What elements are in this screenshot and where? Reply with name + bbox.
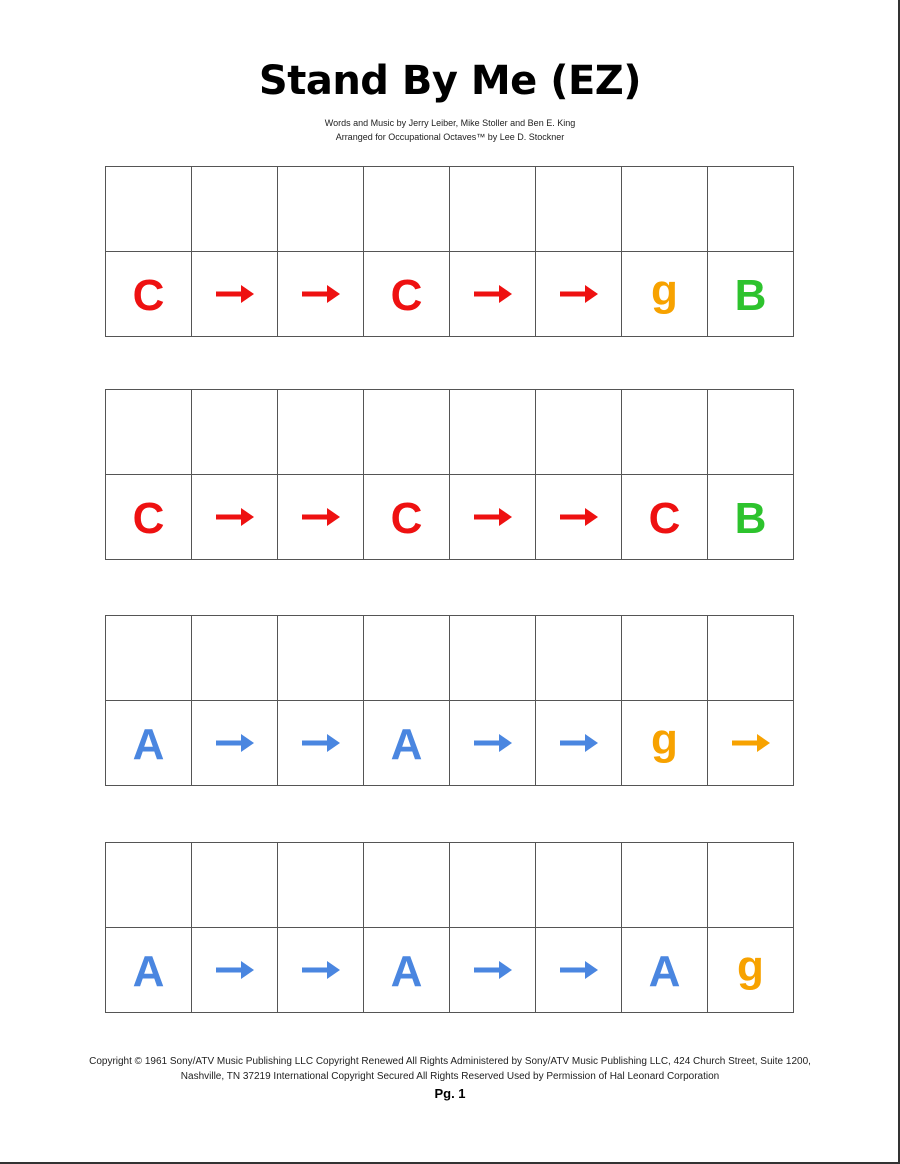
- empty-cell: [278, 390, 364, 475]
- empty-cell: [364, 843, 450, 928]
- empty-cell: [278, 616, 364, 701]
- note-letter: A: [132, 947, 165, 996]
- note-letter: C: [390, 494, 423, 543]
- right-arrow-icon: [301, 959, 341, 981]
- empty-cell: [106, 843, 192, 928]
- note-letter: C: [648, 494, 681, 543]
- empty-cell: [708, 843, 794, 928]
- right-arrow-icon: [301, 732, 341, 754]
- note-cell: [278, 928, 364, 1013]
- right-arrow-icon: [559, 506, 599, 528]
- empty-cell: [106, 390, 192, 475]
- note-cell: [708, 475, 794, 560]
- empty-cell: [106, 616, 192, 701]
- empty-cell: [450, 843, 536, 928]
- note-grid-4: [105, 842, 794, 1013]
- empty-cell: [364, 167, 450, 252]
- note-cell: [622, 475, 708, 560]
- right-arrow-icon: [301, 506, 341, 528]
- empty-cell: [622, 616, 708, 701]
- empty-cell: [536, 616, 622, 701]
- arranger-credit: Arranged for Occupational Octaves™ by Lee D. Stockner: [335, 132, 565, 142]
- composer-credit: Words and Music by Jerry Leiber, Mike Stoller and Ben E. King: [324, 118, 576, 128]
- empty-cell: [450, 616, 536, 701]
- note-cell: [192, 252, 278, 337]
- empty-cell: [450, 167, 536, 252]
- empty-cell: [450, 390, 536, 475]
- note-letter: g: [651, 715, 678, 764]
- page-number: Pg. 1: [434, 1086, 466, 1101]
- note-cell: [106, 475, 192, 560]
- right-arrow-icon: [559, 732, 599, 754]
- note-letter: C: [132, 271, 165, 320]
- note-cell: [450, 252, 536, 337]
- empty-cell: [622, 390, 708, 475]
- note-letter: A: [390, 947, 423, 996]
- copyright-line-1: Copyright © 1961 Sony/ATV Music Publishing LLC Copyright Renewed All Rights Administered by Sony/ATV Music Publishing LLC, 424 Church Street, Suite 1200,: [89, 1056, 811, 1067]
- note-grid-1: [105, 166, 794, 337]
- right-arrow-icon: [559, 959, 599, 981]
- note-cell: [278, 701, 364, 786]
- empty-cell: [536, 843, 622, 928]
- page-title: Stand By Me (EZ): [258, 58, 642, 104]
- right-arrow-icon: [473, 732, 513, 754]
- right-arrow-icon: [215, 506, 255, 528]
- note-cell: [450, 928, 536, 1013]
- note-cell: [536, 475, 622, 560]
- empty-cell: [278, 843, 364, 928]
- note-letter: g: [737, 942, 764, 991]
- copyright-line-2: Nashville, TN 37219 International Copyright Secured All Rights Reserved Used by Permission of Hal Leonard Corporation: [180, 1071, 720, 1082]
- note-cell: [708, 252, 794, 337]
- note-cell: [364, 252, 450, 337]
- empty-cell: [622, 843, 708, 928]
- note-cell: [622, 928, 708, 1013]
- note-cell: [106, 252, 192, 337]
- empty-cell: [536, 167, 622, 252]
- note-cell: [278, 475, 364, 560]
- right-arrow-icon: [473, 506, 513, 528]
- note-letter: C: [390, 271, 423, 320]
- right-arrow-icon: [215, 732, 255, 754]
- empty-cell: [192, 616, 278, 701]
- right-arrow-icon: [473, 959, 513, 981]
- note-letter: A: [390, 720, 423, 769]
- empty-cell: [192, 167, 278, 252]
- note-cell: [192, 928, 278, 1013]
- right-arrow-icon: [559, 283, 599, 305]
- right-arrow-icon: [731, 732, 771, 754]
- empty-cell: [106, 167, 192, 252]
- empty-cell: [708, 390, 794, 475]
- note-cell: [192, 475, 278, 560]
- note-cell: [364, 475, 450, 560]
- note-letter: g: [651, 266, 678, 315]
- right-arrow-icon: [215, 283, 255, 305]
- right-arrow-icon: [301, 283, 341, 305]
- note-letter: B: [734, 494, 767, 543]
- note-cell: [106, 701, 192, 786]
- note-cell: [192, 701, 278, 786]
- note-grid-3: [105, 615, 794, 786]
- note-cell: [106, 928, 192, 1013]
- empty-cell: [622, 167, 708, 252]
- copyright-notice: [0, 1054, 900, 1084]
- empty-cell: [278, 167, 364, 252]
- note-letter: B: [734, 271, 767, 320]
- empty-cell: [192, 843, 278, 928]
- right-arrow-icon: [215, 959, 255, 981]
- empty-cell: [708, 616, 794, 701]
- note-cell: [622, 701, 708, 786]
- note-cell: [622, 252, 708, 337]
- note-grid-2: [105, 389, 794, 560]
- note-cell: [708, 928, 794, 1013]
- note-cell: [708, 701, 794, 786]
- empty-cell: [364, 390, 450, 475]
- note-cell: [364, 701, 450, 786]
- note-cell: [536, 928, 622, 1013]
- note-letter: A: [132, 720, 165, 769]
- empty-cell: [536, 390, 622, 475]
- empty-cell: [192, 390, 278, 475]
- note-cell: [536, 252, 622, 337]
- note-cell: [364, 928, 450, 1013]
- note-letter: A: [648, 947, 681, 996]
- note-letter: C: [132, 494, 165, 543]
- empty-cell: [364, 616, 450, 701]
- note-cell: [450, 701, 536, 786]
- note-cell: [450, 475, 536, 560]
- note-cell: [278, 252, 364, 337]
- note-cell: [536, 701, 622, 786]
- empty-cell: [708, 167, 794, 252]
- right-arrow-icon: [473, 283, 513, 305]
